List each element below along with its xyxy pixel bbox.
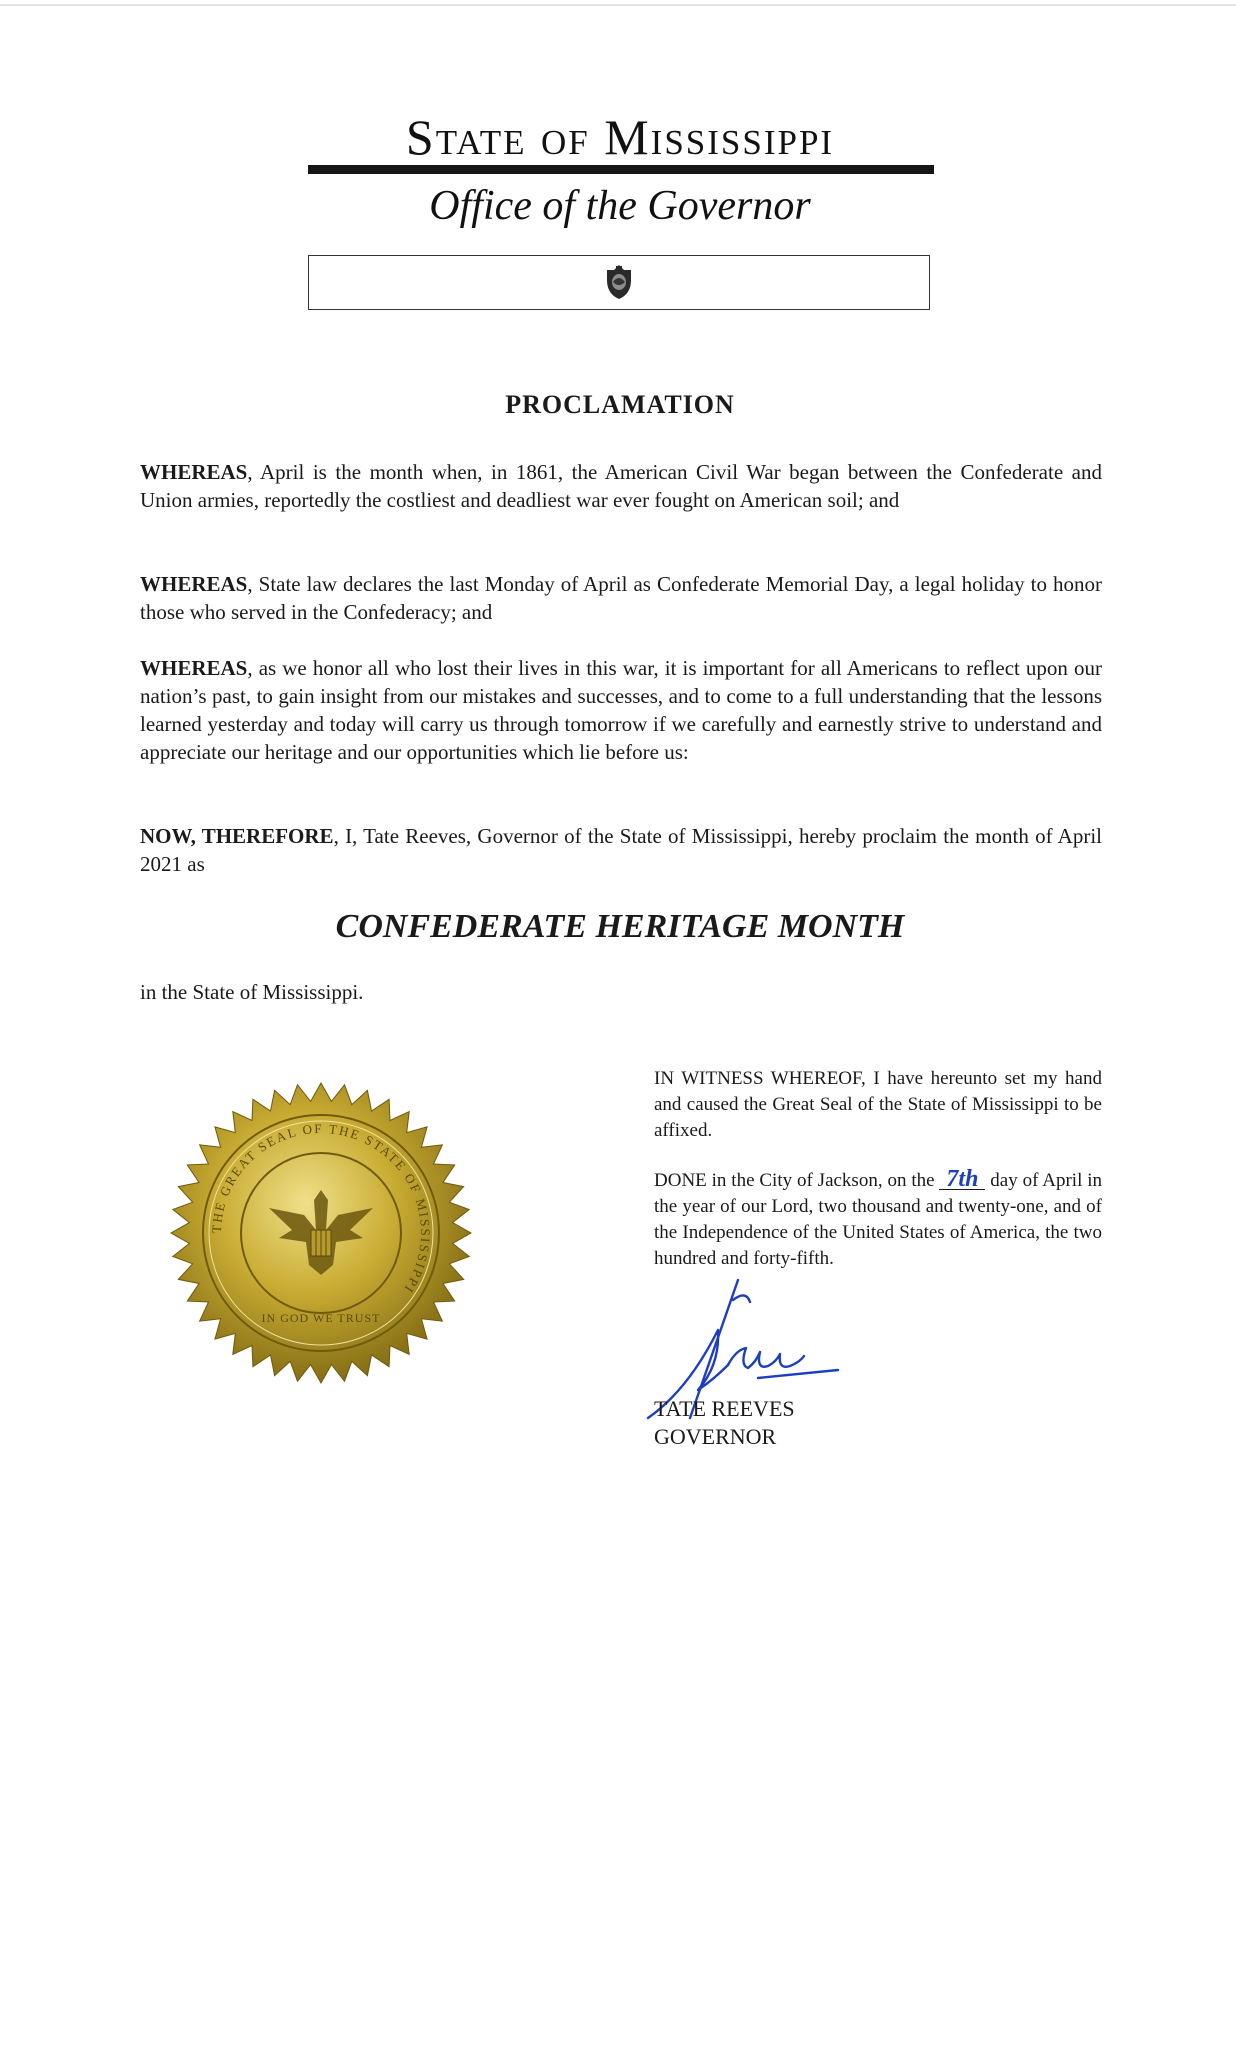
handwritten-day: 7th: [939, 1169, 985, 1190]
whereas-paragraph-1: [140, 458, 1102, 514]
paragraph-lead: WHEREAS: [140, 572, 248, 596]
signer-title: GOVERNOR: [654, 1424, 777, 1449]
done-statement: [654, 1168, 1102, 1272]
signer-name: TATE REEVES: [654, 1396, 795, 1421]
seal-outer-text: THE GREAT SEAL OF THE STATE OF MISSISSIPPI: [208, 1120, 434, 1297]
state-title: State of Mississippi: [405, 109, 835, 165]
paragraph-lead: NOW, THEREFORE: [140, 824, 334, 848]
title-divider: [308, 165, 934, 174]
closing-line: in the State of Mississippi.: [140, 980, 364, 1004]
paragraph-text: , I, Tate Reeves, Governor of the State of Mississippi, hereby proclaim the month of April 2021 as: [140, 824, 1102, 876]
office-title: Office of the Governor: [429, 183, 811, 229]
scan-edge-line: [0, 4, 1236, 6]
proclamation-heading: PROCLAMATION: [505, 390, 735, 419]
paragraph-text: , as we honor all who lost their lives in this war, it is important for all Americans to reflect upon our nation’s past, to gain insight from our mistakes and successes, and to come to a full understanding that the lessons learned yesterday and today will carry us through tomorrow if we carefully and earnestly strive to understand and appreciate our heritage and our opportunities which lie before us:: [140, 656, 1102, 764]
declared-title: CONFEDERATE HERITAGE MONTH: [335, 908, 905, 945]
gold-seal-icon: [168, 1080, 474, 1386]
done-before: DONE in the City of Jackson, on the: [654, 1170, 935, 1191]
whereas-paragraph-3: [140, 654, 1102, 766]
paragraph-text: , April is the month when, in 1861, the American Civil War began between the Confederate and Union armies, reportedly the costliest and deadliest war ever fought on American soil; and: [140, 460, 1102, 512]
paragraph-lead: WHEREAS: [140, 656, 248, 680]
seal-motto: IN GOD WE TRUST: [261, 1311, 381, 1325]
whereas-paragraph-2: [140, 570, 1102, 626]
witness-statement: IN WITNESS WHEREOF, I have hereunto set my hand and caused the Great Seal of the State of Mississippi to be affixed.: [654, 1068, 1102, 1141]
therefore-paragraph: [140, 822, 1102, 878]
paragraph-lead: WHEREAS: [140, 460, 248, 484]
letterhead-seal-box: [308, 255, 930, 310]
state-seal-icon: [597, 262, 641, 302]
done-after: day of April in the year of our Lord, two thousand and twenty-one, and of the Independence of the United States of America, the two hundred and forty-fifth.: [654, 1170, 1103, 1269]
paragraph-text: , State law declares the last Monday of April as Confederate Memorial Day, a legal holiday to honor those who served in the Confederacy; and: [140, 572, 1102, 624]
